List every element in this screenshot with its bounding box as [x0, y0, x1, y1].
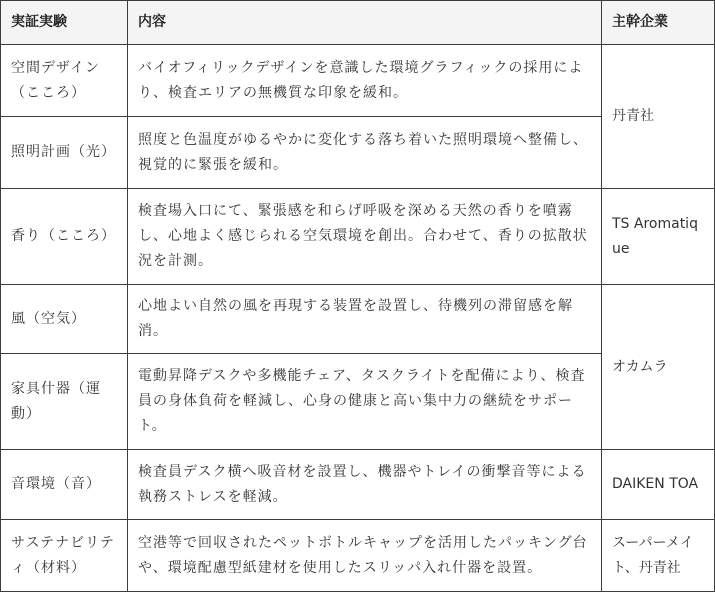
- experiment-content: 電動昇降デスクや多機能チェア、タスクライトを配備により、検査員の身体負荷を軽減し、心身の健康と高い集中力の継続をサポート。: [128, 354, 602, 450]
- experiment-name: 家具什器（運動）: [1, 354, 128, 450]
- experiment-name: 香り（こころ）: [1, 189, 128, 285]
- company-name: DAIKEN TOA: [602, 450, 715, 520]
- experiment-name: 音環境（音）: [1, 450, 128, 520]
- table-header-row: [1, 1, 715, 45]
- header-experiment: 実証実験: [1, 1, 128, 45]
- experiment-content: 検査場入口にて、緊張感を和らげ呼吸を深める天然の香りを噴霧し、心地よく感じられる空気環境を創出。合わせて、香りの拡散状況を計測。: [128, 189, 602, 285]
- header-content: 内容: [128, 1, 602, 45]
- table-row: [1, 450, 715, 520]
- experiment-name: 照明計画（光）: [1, 117, 128, 189]
- experiment-content: 照度と色温度がゆるやかに変化する落ち着いた照明環境へ整備し、視覚的に緊張を緩和。: [128, 117, 602, 189]
- experiment-content: 心地よい自然の風を再現する装置を設置し、待機列の滞留感を解消。: [128, 285, 602, 354]
- experiment-content: バイオフィリックデザインを意識した環境グラフィックの採用により、検査エリアの無機質な印象を緩和。: [128, 45, 602, 117]
- experiment-name: 空間デザイン（こころ）: [1, 45, 128, 117]
- table-row: [1, 520, 715, 592]
- company-name: オカムラ: [602, 285, 715, 450]
- company-name: スーパーメイト、丹青社: [602, 520, 715, 592]
- table-row: [1, 189, 715, 285]
- company-name: 丹青社: [602, 45, 715, 189]
- experiment-name: サステナビリティ（材料）: [1, 520, 128, 592]
- table-row: [1, 45, 715, 117]
- header-company: 主幹企業: [602, 1, 715, 45]
- experiment-name: 風（空気）: [1, 285, 128, 354]
- table-row: [1, 285, 715, 354]
- company-name: TS Aromatique: [602, 189, 715, 285]
- experiment-content: 空港等で回収されたペットボトルキャップを活用したパッキング台や、環境配慮型紙建材を使用したスリッパ入れ什器を設置。: [128, 520, 602, 592]
- experiment-content: 検査員デスク横へ吸音材を設置し、機器やトレイの衝撃音等による執務ストレスを軽減。: [128, 450, 602, 520]
